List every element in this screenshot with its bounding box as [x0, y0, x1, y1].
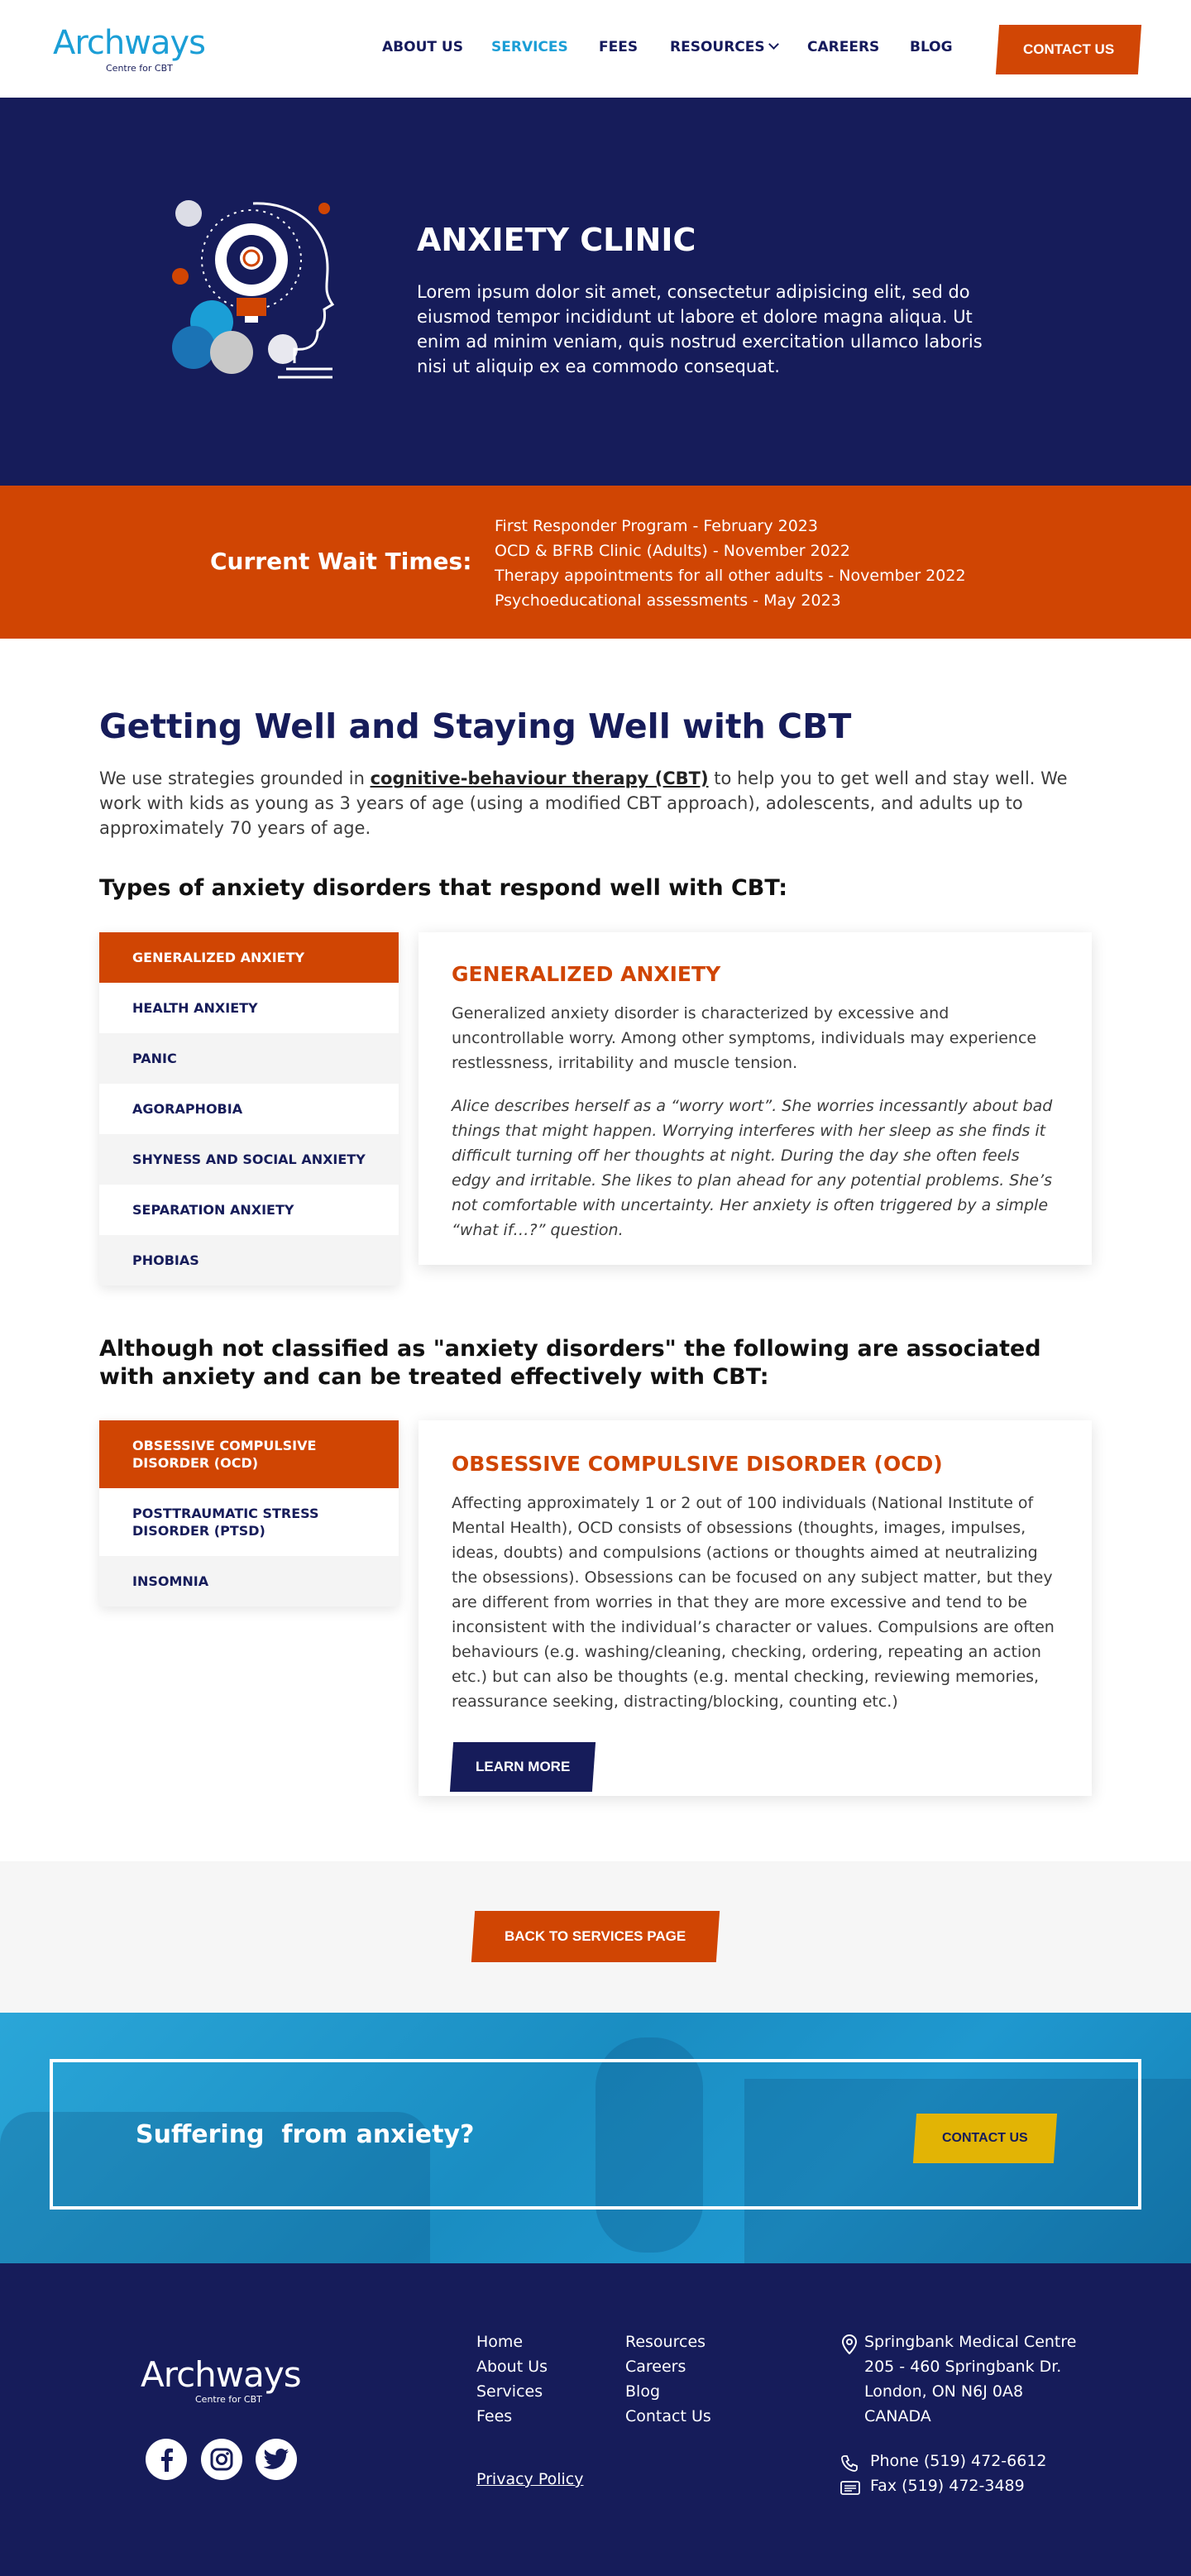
intro-text-after: to help you to get well and stay well. We work with kids as young as 3 years of age (using a modified CBT approach), adolescents, and adults up to approximately 70 years of age. — [99, 768, 1068, 838]
site-header — [0, 0, 1191, 98]
footer-logo-tagline: Centre for CBT — [195, 2394, 262, 2405]
associated-conditions-tabs — [99, 1420, 399, 1606]
wait-time-item: First Responder Program - February 2023 — [495, 517, 818, 535]
footer-link-about[interactable]: About Us — [476, 2358, 548, 2376]
footer-nav-col-2 — [625, 2329, 711, 2429]
location-pin-icon — [842, 2334, 857, 2354]
nav-services[interactable]: SERVICES — [491, 39, 568, 55]
panel-description: Affecting approximately 1 or 2 out of 100 individuals (National Institute of Mental Health), OCD consists of obsessions (thoughts, images, impulses, ideas, doubts) and compulsions (actions or thoughts aimed at neutralizing the obsessions). Obsessions can be focused on any subject matter, but they are different from worries in that they are more excessive and tend to be inconsistent with the individual’s character or values. Compulsions are often behaviours (e.g. washing/cleaning, checking, ordering, repeating an action etc.) but can also be thoughts (e.g. mental checking, reviewing memories, reassurance seeking, distracting/blocking, counting etc.) — [452, 1494, 1055, 1711]
wait-time-item: OCD & BFRB Clinic (Adults) - November 2022 — [495, 542, 851, 560]
back-band — [0, 1861, 1191, 2013]
cta-frame — [50, 2059, 1141, 2210]
footer-address — [864, 2329, 1076, 2429]
cta-contact-label: CONTACT US — [942, 2131, 1028, 2145]
contact-us-button[interactable] — [996, 25, 1141, 74]
head-lightbulb-icon — [170, 194, 344, 392]
logo[interactable] — [53, 25, 218, 74]
wait-times-label: Current Wait Times: — [210, 548, 472, 575]
panel-example: Alice describes herself as a “worry wort”. She worries incessantly about bad things that might happen. Worrying interferes with her sleep as she finds it difficult turning off her thoughts at night. During the day she often feels edgy and irritable. She likes to plan ahead for any potential problems. She’s not comfortable with uncertainty. Her anxiety is often triggered by a simple “what if…?” question. — [452, 1097, 1053, 1239]
section-heading: Getting Well and Staying Well with CBT — [99, 706, 852, 746]
panel-title: GENERALIZED ANXIETY — [452, 962, 721, 986]
tab-shyness-social-anxiety[interactable]: SHYNESS AND SOCIAL ANXIETY — [99, 1134, 399, 1185]
contact-us-label: CONTACT US — [1022, 41, 1115, 57]
footer-fax: Fax (519) 472-3489 — [870, 2477, 1025, 2495]
hero-section — [0, 98, 1191, 486]
tab-ocd[interactable]: OBSESSIVE COMPULSIVE DISORDER (OCD) — [99, 1420, 399, 1488]
footer-nav-col-1 — [476, 2329, 548, 2429]
chevron-down-icon — [768, 39, 779, 50]
privacy-policy-link[interactable]: Privacy Policy — [476, 2470, 584, 2488]
back-to-services-label: BACK TO SERVICES PAGE — [505, 1928, 686, 1944]
wait-time-item: Therapy appointments for all other adults - November 2022 — [495, 567, 966, 585]
wait-times-banner — [0, 486, 1191, 639]
intro-paragraph — [99, 766, 1092, 840]
nav-careers[interactable]: CAREERS — [807, 39, 880, 55]
nav-fees[interactable]: FEES — [599, 39, 639, 55]
wait-time-item: Psychoeducational assessments - May 2023 — [495, 591, 841, 610]
intro-text-before: We use strategies grounded in — [99, 768, 371, 788]
instagram-icon[interactable] — [201, 2439, 242, 2480]
nav-about-us[interactable]: ABOUT US — [382, 39, 463, 55]
twitter-icon[interactable] — [256, 2439, 297, 2480]
learn-more-button[interactable] — [450, 1742, 596, 1792]
tab-panic[interactable]: PANIC — [99, 1033, 399, 1084]
address-line: London, ON N6J 0A8 — [864, 2382, 1024, 2401]
cta-section — [0, 2013, 1191, 2263]
nav-resources-label: RESOURCES — [670, 39, 765, 55]
nav-resources[interactable] — [670, 39, 777, 55]
tab-insomnia[interactable]: INSOMNIA — [99, 1556, 399, 1606]
facebook-icon[interactable] — [146, 2439, 187, 2480]
footer-link-contact[interactable]: Contact Us — [625, 2407, 711, 2425]
cta-title: Suffering from anxiety? — [136, 2120, 475, 2149]
address-line: CANADA — [864, 2407, 931, 2425]
site-footer — [0, 2263, 1191, 2576]
learn-more-label: LEARN MORE — [475, 1759, 571, 1774]
footer-link-fees[interactable]: Fees — [476, 2407, 513, 2425]
footer-link-blog[interactable]: Blog — [625, 2382, 660, 2401]
generalized-anxiety-panel — [419, 932, 1092, 1265]
types-heading: Types of anxiety disorders that respond well with CBT: — [99, 875, 788, 901]
page-title: ANXIETY CLINIC — [417, 222, 696, 258]
footer-link-home[interactable]: Home — [476, 2333, 524, 2351]
tab-agoraphobia[interactable]: AGORAPHOBIA — [99, 1084, 399, 1134]
logo-wordmark: Archways — [53, 24, 206, 62]
nav-blog[interactable]: BLOG — [910, 39, 953, 55]
cbt-link[interactable]: cognitive-behaviour therapy (CBT) — [370, 768, 709, 788]
fax-icon — [840, 2479, 860, 2496]
logo-tagline: Centre for CBT — [106, 63, 173, 74]
cta-contact-button[interactable] — [913, 2114, 1057, 2163]
footer-link-careers[interactable]: Careers — [625, 2358, 686, 2376]
panel-title: OBSESSIVE COMPULSIVE DISORDER (OCD) — [452, 1452, 943, 1476]
tab-separation-anxiety[interactable]: SEPARATION ANXIETY — [99, 1185, 399, 1235]
footer-link-resources[interactable]: Resources — [625, 2333, 706, 2351]
footer-logo[interactable]: Archways — [141, 2354, 301, 2395]
panel-description: Generalized anxiety disorder is characterized by excessive and uncontrollable worry. Among other symptoms, individuals may experience restlessness, irritability and muscle tension. — [452, 1004, 1037, 1072]
tab-generalized-anxiety[interactable]: GENERALIZED ANXIETY — [99, 932, 399, 983]
tab-phobias[interactable]: PHOBIAS — [99, 1235, 399, 1286]
ocd-panel — [419, 1420, 1092, 1796]
associated-heading: Although not classified as "anxiety disorders" the following are associated with anxiety and can be treated effectively with CBT: — [99, 1336, 1041, 1390]
hero-description: Lorem ipsum dolor sit amet, consectetur adipisicing elit, sed do eiusmod tempor incididunt ut labore et dolore magna aliqua. Ut enim ad minim veniam, quis nostrud exercitation ullamco laboris nisi ut aliquip ex ea commodo consequat. — [417, 282, 983, 376]
wait-times-list — [495, 514, 966, 613]
tab-ptsd[interactable]: POSTTRAUMATIC STRESS DISORDER (PTSD) — [99, 1488, 399, 1556]
address-line: 205 - 460 Springbank Dr. — [864, 2358, 1062, 2376]
back-to-services-button[interactable] — [471, 1911, 720, 1962]
tab-health-anxiety[interactable]: HEALTH ANXIETY — [99, 983, 399, 1033]
footer-phone[interactable]: Phone (519) 472-6612 — [870, 2452, 1047, 2470]
footer-link-services[interactable]: Services — [476, 2382, 543, 2401]
address-line: Springbank Medical Centre — [864, 2333, 1077, 2351]
phone-icon — [840, 2454, 859, 2473]
anxiety-types-tabs — [99, 932, 399, 1286]
